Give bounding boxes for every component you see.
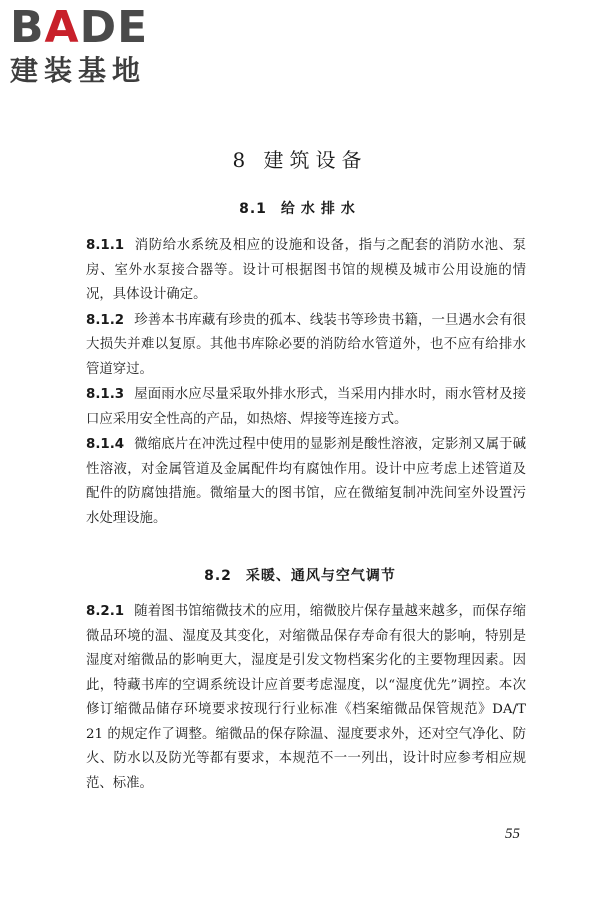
clause: 8.2.1 随着图书馆缩微技术的应用，缩微胶片保存量越来越多，而保存缩微品环境的温、湿度及其变化，对缩微品保存寿命有很大的影响，特别是湿度对缩微品的影响更大，湿度是引发文物档案劣化的主要物理因素。因此，特藏书库的空调系统设计应首要考虑湿度，以“湿度优先”调控。本次修订缩微品储存环境要求按现行行业标准《档案缩微品保管规范》DA/T 21 的规定作了调整。缩微品的保存除温、湿度要求外，还对空气净化、防火、防水以及防光等都有要求，本规范不一一列出，设计时应参考相应规范、标准。 [86,604,526,791]
logo [10,4,180,88]
logo-subtitle: 建装基地 [10,54,147,87]
chapter-title: 8 建筑设备 [232,148,368,172]
section-heading: 8.1 给水排水 [239,201,361,217]
logo-wordmark: BADE [10,2,149,53]
clause: 8.1.4 微缩底片在冲洗过程中使用的显影剂是酸性溶液，定影剂又属于碱性溶液，对金属管道及金属配件均有腐蚀作用。设计中应考虑上述管道及配件的防腐蚀措施。微缩量大的图书馆，应在微缩复制冲洗间室外设置污水处理设施。 [86,437,526,526]
clause: 8.1.3 屋面雨水应尽量采取外排水形式，当采用内排水时，雨水管材及接口应采用安全性高的产品，如热熔、焊接等连接方式。 [86,387,526,427]
clause: 8.1.2 珍善本书库藏有珍贵的孤本、线装书等珍贵书籍，一旦遇水会有很大损失并难以复原。其他书库除必要的消防给水管道外，也不应有给排水管道穿过。 [86,312,526,377]
section-body [86,234,526,532]
section-body [86,600,526,797]
page-number: 55 [505,826,520,842]
clause: 8.1.1 消防给水系统及相应的设施和设备，指与之配套的消防水池、泵房、室外水泵接合器等。设计可根据图书馆的规模及城市公用设施的情况，具体设计确定。 [86,238,526,302]
section-heading: 8.2 采暖、通风与空气调节 [204,568,396,584]
